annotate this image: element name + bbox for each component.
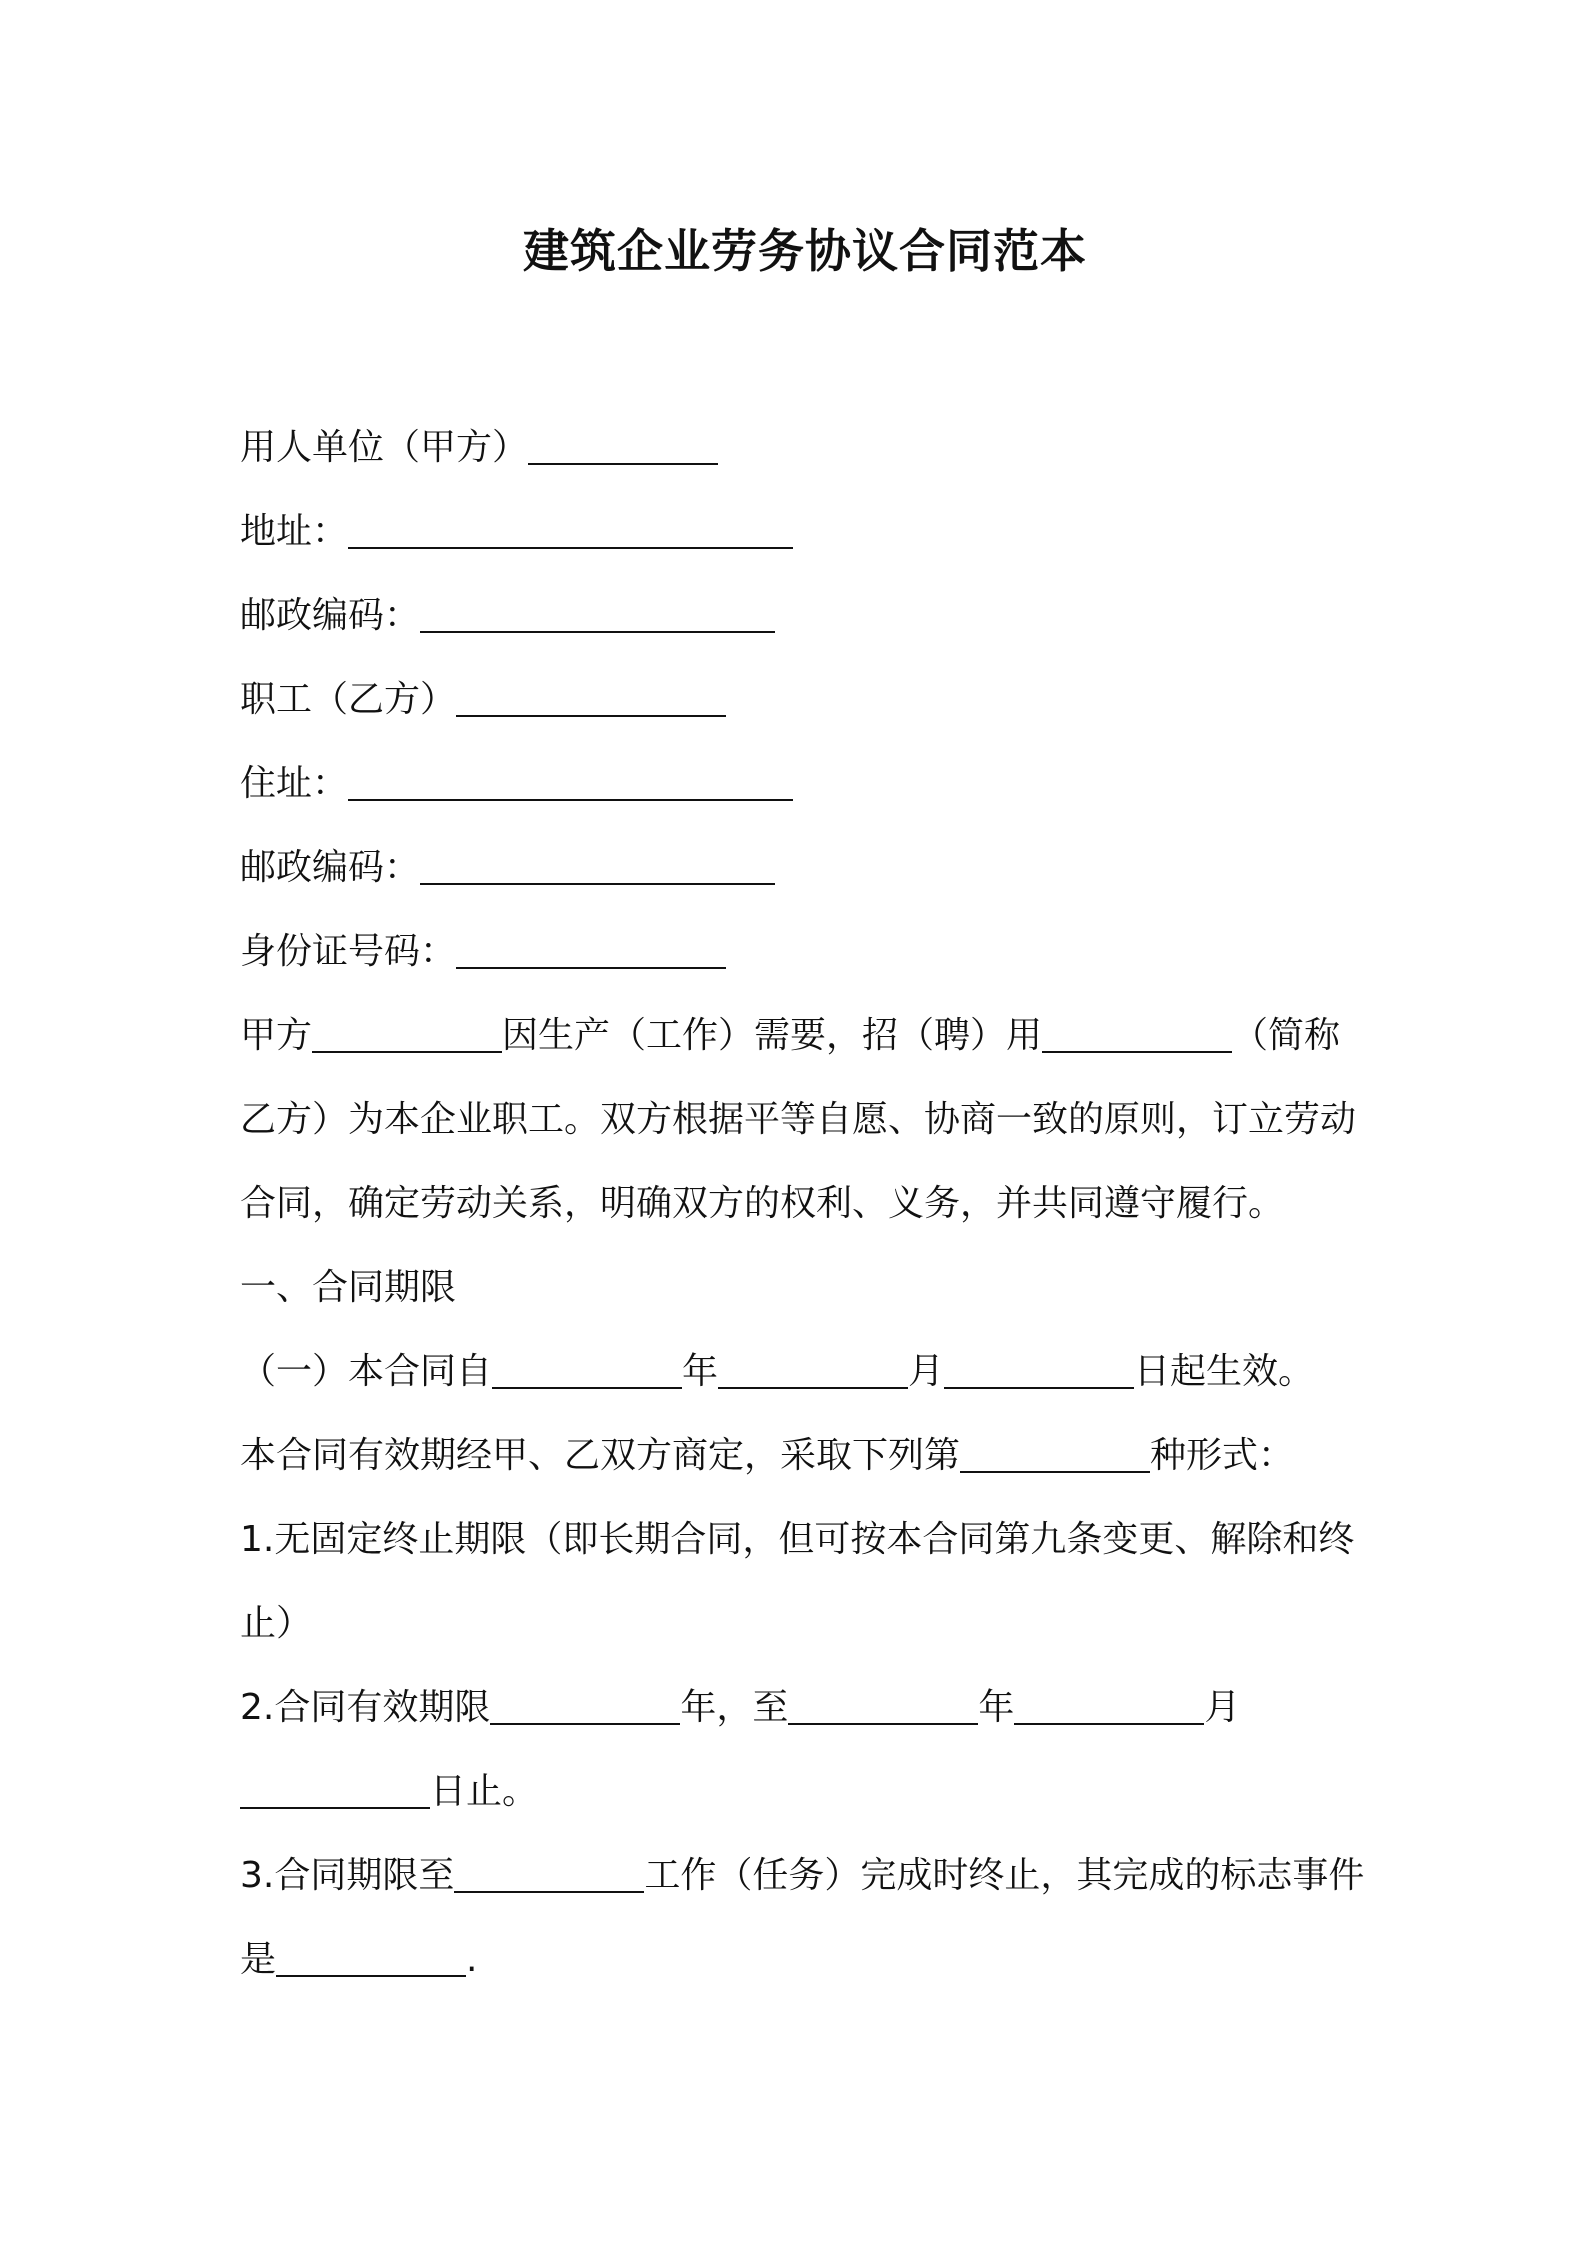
item-1: 1.无固定终止期限（即长期合同，但可按本合同第九条变更、解除和终止） bbox=[240, 1519, 1355, 1644]
employer-blank[interactable] bbox=[528, 427, 718, 465]
item-3 bbox=[240, 1834, 1370, 2002]
postcode-blank-2[interactable] bbox=[420, 847, 775, 885]
item-3-text-b: 工作（任务）完成时终止，其完成的标志事件是 bbox=[240, 1855, 1365, 1980]
item-2-text-a: 2.合同有效期限 bbox=[240, 1687, 491, 1728]
intro-text-3: （简称乙方）为本企业职工。双方根据平等自愿、协商一致的原则，订立劳动合同，确定劳动关系，明确双方的权利、义务，并共同遵守履行。 bbox=[240, 1015, 1357, 1224]
item-2-text-b: 年，至 bbox=[680, 1687, 789, 1728]
clause-1-text-d: 日起生效。 bbox=[1134, 1351, 1315, 1392]
address-label: 地址： bbox=[240, 511, 349, 552]
item-3-text-c: . bbox=[466, 1939, 478, 1980]
clause-2-form-blank[interactable] bbox=[960, 1435, 1150, 1473]
item-2-blank-2[interactable] bbox=[788, 1687, 978, 1725]
address-blank[interactable] bbox=[348, 511, 793, 549]
id-number-label: 身份证号码： bbox=[240, 931, 457, 972]
clause-2-line bbox=[240, 1414, 1370, 1498]
id-number-blank[interactable] bbox=[456, 931, 726, 969]
intro-text-2: 因生产（工作）需要，招（聘）用 bbox=[502, 1015, 1043, 1056]
employee-blank[interactable] bbox=[456, 679, 726, 717]
item-3-blank-2[interactable] bbox=[276, 1939, 466, 1977]
intro-blank-1[interactable] bbox=[312, 1015, 502, 1053]
item-3-text-a: 3.合同期限至 bbox=[240, 1855, 455, 1896]
item-2-blank-1[interactable] bbox=[490, 1687, 680, 1725]
item-2-text-e: 日止。 bbox=[430, 1771, 539, 1812]
employee-line bbox=[240, 658, 1370, 742]
item-2-text-c: 年 bbox=[978, 1687, 1015, 1728]
intro-text-1: 甲方 bbox=[240, 1015, 313, 1056]
clause-2-text-b: 种形式： bbox=[1150, 1435, 1295, 1476]
item-2-text-d: 月 bbox=[1204, 1687, 1241, 1728]
clause-2-text-a: 本合同有效期经甲、乙双方商定，采取下列第 bbox=[240, 1435, 961, 1476]
residence-line bbox=[240, 742, 1370, 826]
section-1-heading: 一、合同期限 bbox=[240, 1267, 457, 1308]
postcode-line-1 bbox=[240, 574, 1370, 658]
id-number-line bbox=[240, 910, 1370, 994]
employee-label: 职工（乙方） bbox=[240, 679, 457, 720]
postcode-blank-1[interactable] bbox=[420, 595, 775, 633]
item-2-blank-3[interactable] bbox=[1014, 1687, 1204, 1725]
clause-1-text-b: 年 bbox=[682, 1351, 719, 1392]
employer-label: 用人单位（甲方） bbox=[240, 427, 529, 468]
address-line bbox=[240, 490, 1370, 574]
residence-label: 住址： bbox=[240, 763, 349, 804]
clause-1-text-c: 月 bbox=[908, 1351, 945, 1392]
residence-blank[interactable] bbox=[348, 763, 793, 801]
clause-1-year-blank[interactable] bbox=[492, 1351, 682, 1389]
clause-1-line bbox=[240, 1330, 1370, 1414]
item-2 bbox=[240, 1666, 1370, 1834]
clause-1-month-blank[interactable] bbox=[718, 1351, 908, 1389]
document-body bbox=[240, 406, 1370, 2002]
item-2-blank-4[interactable] bbox=[240, 1771, 430, 1809]
postcode-label-1: 邮政编码： bbox=[240, 595, 421, 636]
intro-paragraph bbox=[240, 994, 1370, 1246]
clause-1-day-blank[interactable] bbox=[944, 1351, 1134, 1389]
postcode-label-2: 邮政编码： bbox=[240, 847, 421, 888]
clause-1-text-a: （一）本合同自 bbox=[240, 1351, 493, 1392]
item-3-blank-1[interactable] bbox=[454, 1855, 644, 1893]
postcode-line-2 bbox=[240, 826, 1370, 910]
document-title: 建筑企业劳务协议合同范本 bbox=[523, 224, 1087, 278]
employer-line bbox=[240, 406, 1370, 490]
intro-blank-2[interactable] bbox=[1042, 1015, 1232, 1053]
